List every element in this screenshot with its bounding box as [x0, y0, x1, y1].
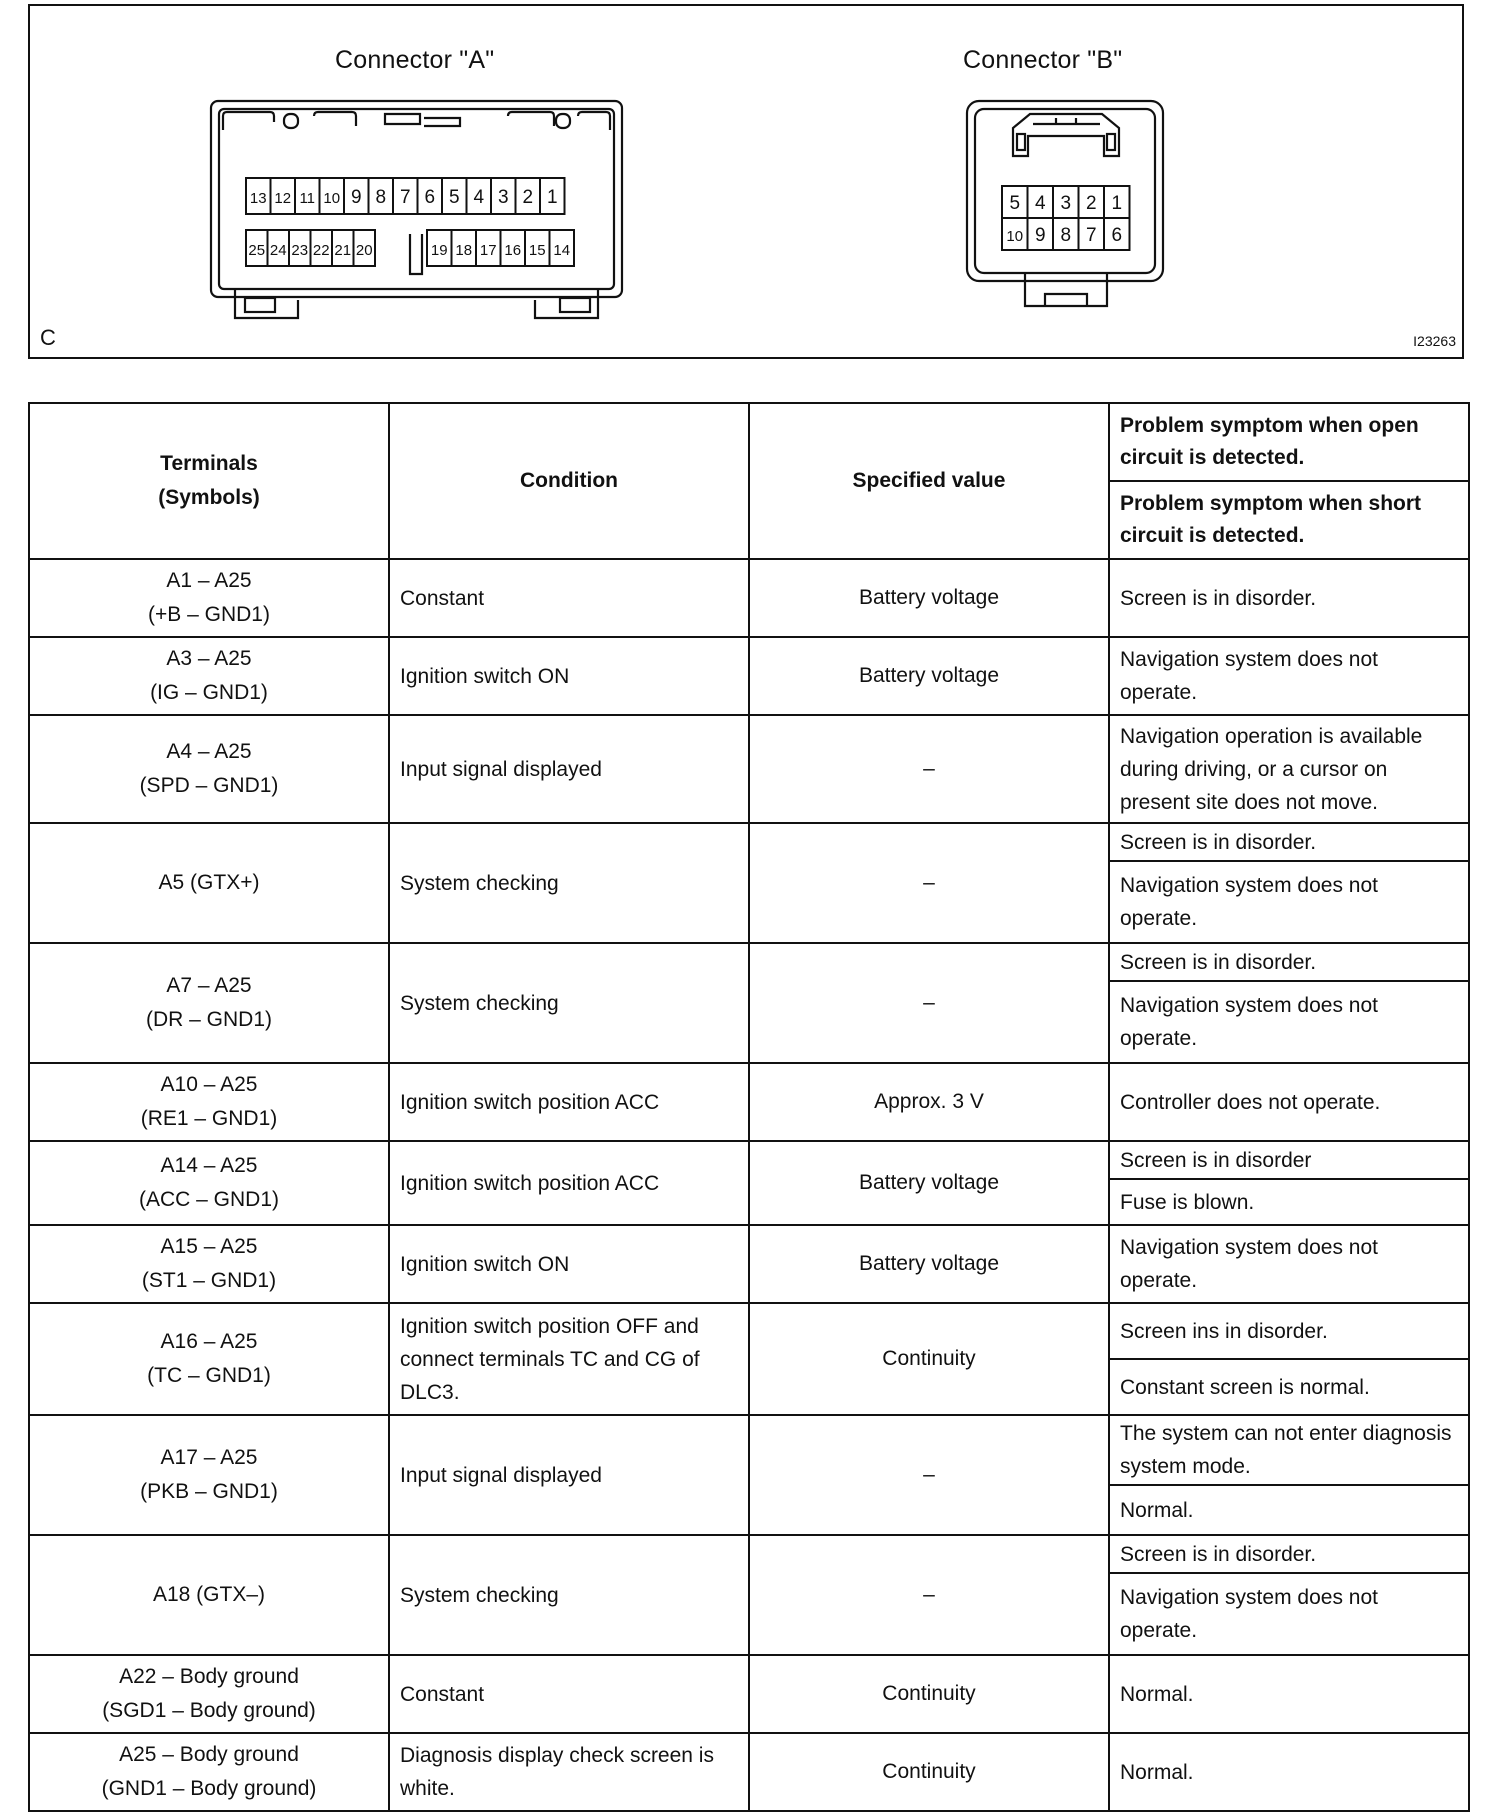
terminal-symbol: (GND1 – Body ground): [101, 1777, 317, 1800]
header-specified-value: Specified value: [749, 403, 1109, 559]
pin-label: 15: [528, 242, 546, 259]
symptom-cell: Navigation system does not operate.: [1109, 637, 1469, 715]
specified-value-cell: Continuity: [749, 1303, 1109, 1415]
symptom-cell: Constant screen is normal.: [1109, 1359, 1469, 1415]
pin-label: 7: [1085, 225, 1097, 246]
pin-label: 22: [312, 242, 330, 259]
specified-value-cell: Continuity: [749, 1655, 1109, 1733]
terminal-symbol: (IG – GND1): [150, 681, 268, 704]
table-row: [29, 1141, 1469, 1179]
terminal-cell: [29, 1303, 389, 1415]
connector-b-title: Connector "B": [963, 46, 1123, 74]
terminal-symbol: (SPD – GND1): [139, 774, 279, 797]
terminal-cell: [29, 1141, 389, 1225]
header-short-circuit: Problem symptom when short circuit is detected.: [1109, 481, 1469, 559]
table-row: [29, 1535, 1469, 1573]
connector-figure: [28, 4, 1464, 359]
pin-label: 8: [1060, 225, 1072, 246]
header-condition: Condition: [389, 403, 749, 559]
symptom-cell: Screen is in disorder.: [1109, 1535, 1469, 1573]
pin-label: 18: [455, 242, 473, 259]
terminal-pair: A25 – Body ground: [119, 1743, 299, 1766]
condition-cell: Ignition switch ON: [389, 637, 749, 715]
table-row: [29, 1733, 1469, 1811]
terminal-cell: [29, 1063, 389, 1141]
terminal-pair: A15 – A25: [160, 1235, 258, 1258]
specified-value-cell: Battery voltage: [749, 1225, 1109, 1303]
terminal-symbol: (SGD1 – Body ground): [102, 1699, 316, 1722]
symptom-cell: The system can not enter diagnosis system mode.: [1109, 1415, 1469, 1485]
symptom-cell: Screen is in disorder.: [1109, 559, 1469, 637]
terminal-symbol: (ACC – GND1): [138, 1188, 280, 1211]
table-row: [29, 1415, 1469, 1485]
header-terminals: [29, 403, 389, 559]
specified-value-cell: –: [749, 1535, 1109, 1655]
figure-id: I23263: [1413, 333, 1456, 349]
terminal-symbol: (ST1 – GND1): [141, 1269, 277, 1292]
terminal-pair: A1 – A25: [166, 569, 252, 592]
terminal-cell: [29, 715, 389, 823]
condition-cell: Input signal displayed: [389, 1415, 749, 1535]
table-row: [29, 1225, 1469, 1303]
condition-cell: System checking: [389, 943, 749, 1063]
pin-label: 19: [430, 242, 448, 259]
terminal-symbol: (RE1 – GND1): [140, 1107, 278, 1130]
table-row: [29, 1655, 1469, 1733]
pin-label: 14: [553, 242, 571, 259]
terminal-pair: A10 – A25: [160, 1073, 258, 1096]
specified-value-cell: Continuity: [749, 1733, 1109, 1811]
condition-cell: System checking: [389, 1535, 749, 1655]
symptom-cell: Controller does not operate.: [1109, 1063, 1469, 1141]
pin-label: 4: [1034, 193, 1046, 214]
specified-value-cell: –: [749, 823, 1109, 943]
table-row: [29, 559, 1469, 637]
terminal-pair: A4 – A25: [166, 740, 252, 763]
specified-value-cell: Battery voltage: [749, 637, 1109, 715]
symptom-cell: Navigation operation is available during driving, or a cursor on present site does not move.: [1109, 715, 1469, 823]
pin-label: 6: [424, 187, 436, 208]
header-symbols-label: (Symbols): [158, 486, 260, 509]
specified-value-cell: Approx. 3 V: [749, 1063, 1109, 1141]
condition-cell: Input signal displayed: [389, 715, 749, 823]
condition-cell: System checking: [389, 823, 749, 943]
specified-value-cell: –: [749, 1415, 1109, 1535]
symptom-cell: Screen ins in disorder.: [1109, 1303, 1469, 1359]
symptom-cell: Screen is in disorder.: [1109, 943, 1469, 981]
symptom-cell: Navigation system does not operate.: [1109, 1573, 1469, 1655]
specified-value-cell: –: [749, 715, 1109, 823]
terminal-cell: [29, 1415, 389, 1535]
terminal-pair: A22 – Body ground: [119, 1665, 299, 1688]
symptom-cell: Screen is in disorder.: [1109, 823, 1469, 861]
connector-a-title: Connector "A": [335, 46, 495, 74]
pin-label: 3: [1060, 193, 1072, 214]
pin-label: 9: [350, 187, 362, 208]
symptom-cell: Normal.: [1109, 1485, 1469, 1535]
pin-label: 2: [1085, 193, 1097, 214]
terminal-symbol: (DR – GND1): [145, 1008, 272, 1031]
terminal-table: [28, 402, 1470, 1812]
table-row: [29, 823, 1469, 861]
pin-label: 1: [546, 187, 558, 208]
pin-label: 17: [479, 242, 497, 259]
terminal-cell: [29, 1535, 389, 1655]
terminal-cell: [29, 1655, 389, 1733]
connector-drawings: [30, 6, 1462, 357]
pin-label: 1: [1111, 193, 1123, 214]
specified-value-cell: –: [749, 943, 1109, 1063]
symptom-cell: Normal.: [1109, 1655, 1469, 1733]
terminal-cell: [29, 823, 389, 943]
specified-value-cell: Battery voltage: [749, 559, 1109, 637]
table-row: [29, 943, 1469, 981]
pin-label: 24: [269, 242, 287, 259]
condition-cell: Ignition switch ON: [389, 1225, 749, 1303]
symptom-cell: Navigation system does not operate.: [1109, 861, 1469, 943]
terminal-symbol: (+B – GND1): [148, 603, 270, 626]
pin-label: 12: [274, 190, 292, 207]
terminal-pair: A17 – A25: [160, 1446, 258, 1469]
table-row: [29, 715, 1469, 823]
pin-label: 13: [249, 190, 267, 207]
terminal-symbol: (TC – GND1): [147, 1364, 271, 1387]
terminal-pair: A7 – A25: [166, 974, 252, 997]
terminal-pair: A5 (GTX+): [158, 871, 260, 894]
terminal-cell: [29, 943, 389, 1063]
condition-cell: Ignition switch position OFF and connect terminals TC and CG of DLC3.: [389, 1303, 749, 1415]
connector-b-pins: [1002, 186, 1130, 250]
pin-label: 4: [473, 187, 485, 208]
pin-label: 6: [1111, 225, 1123, 246]
terminal-symbol: (PKB – GND1): [140, 1480, 278, 1503]
terminal-cell: [29, 1733, 389, 1811]
condition-cell: Constant: [389, 1655, 749, 1733]
pin-label: 8: [375, 187, 387, 208]
condition-cell: Constant: [389, 559, 749, 637]
condition-cell: Ignition switch position ACC: [389, 1141, 749, 1225]
terminal-pair: A14 – A25: [160, 1154, 258, 1177]
symptom-cell: Navigation system does not operate.: [1109, 981, 1469, 1063]
table-row: [29, 1063, 1469, 1141]
pin-label: 9: [1034, 225, 1046, 246]
terminal-pair: A18 (GTX–): [152, 1583, 266, 1606]
pin-label: 10: [323, 190, 341, 207]
pin-label: 25: [248, 242, 266, 259]
pin-label: 2: [522, 187, 534, 208]
condition-cell: Ignition switch position ACC: [389, 1063, 749, 1141]
header-terminals-label: Terminals: [160, 452, 258, 475]
symptom-cell: Normal.: [1109, 1733, 1469, 1811]
symptom-cell: Navigation system does not operate.: [1109, 1225, 1469, 1303]
pin-label: 5: [448, 187, 460, 208]
pin-label: 16: [504, 242, 522, 259]
table-row: [29, 637, 1469, 715]
condition-cell: Diagnosis display check screen is white.: [389, 1733, 749, 1811]
terminal-pair: A16 – A25: [160, 1330, 258, 1353]
specified-value-cell: Battery voltage: [749, 1141, 1109, 1225]
terminal-pair: A3 – A25: [166, 647, 252, 670]
symptom-cell: Fuse is blown.: [1109, 1179, 1469, 1225]
terminal-cell: [29, 637, 389, 715]
pin-label: 10: [1006, 228, 1024, 245]
terminal-table-body: [29, 559, 1469, 1811]
terminal-cell: [29, 1225, 389, 1303]
pin-label: 21: [334, 242, 352, 259]
table-row: [29, 1303, 1469, 1359]
terminal-cell: [29, 559, 389, 637]
corner-code: C: [40, 325, 56, 350]
pin-label: 11: [299, 190, 316, 207]
symptom-cell: Screen is in disorder: [1109, 1141, 1469, 1179]
header-open-circuit: Problem symptom when open circuit is detected.: [1109, 403, 1469, 481]
pin-label: 23: [291, 242, 309, 259]
pin-label: 20: [355, 242, 373, 259]
pin-label: 5: [1009, 193, 1021, 214]
pin-label: 7: [399, 187, 411, 208]
pin-label: 3: [497, 187, 509, 208]
